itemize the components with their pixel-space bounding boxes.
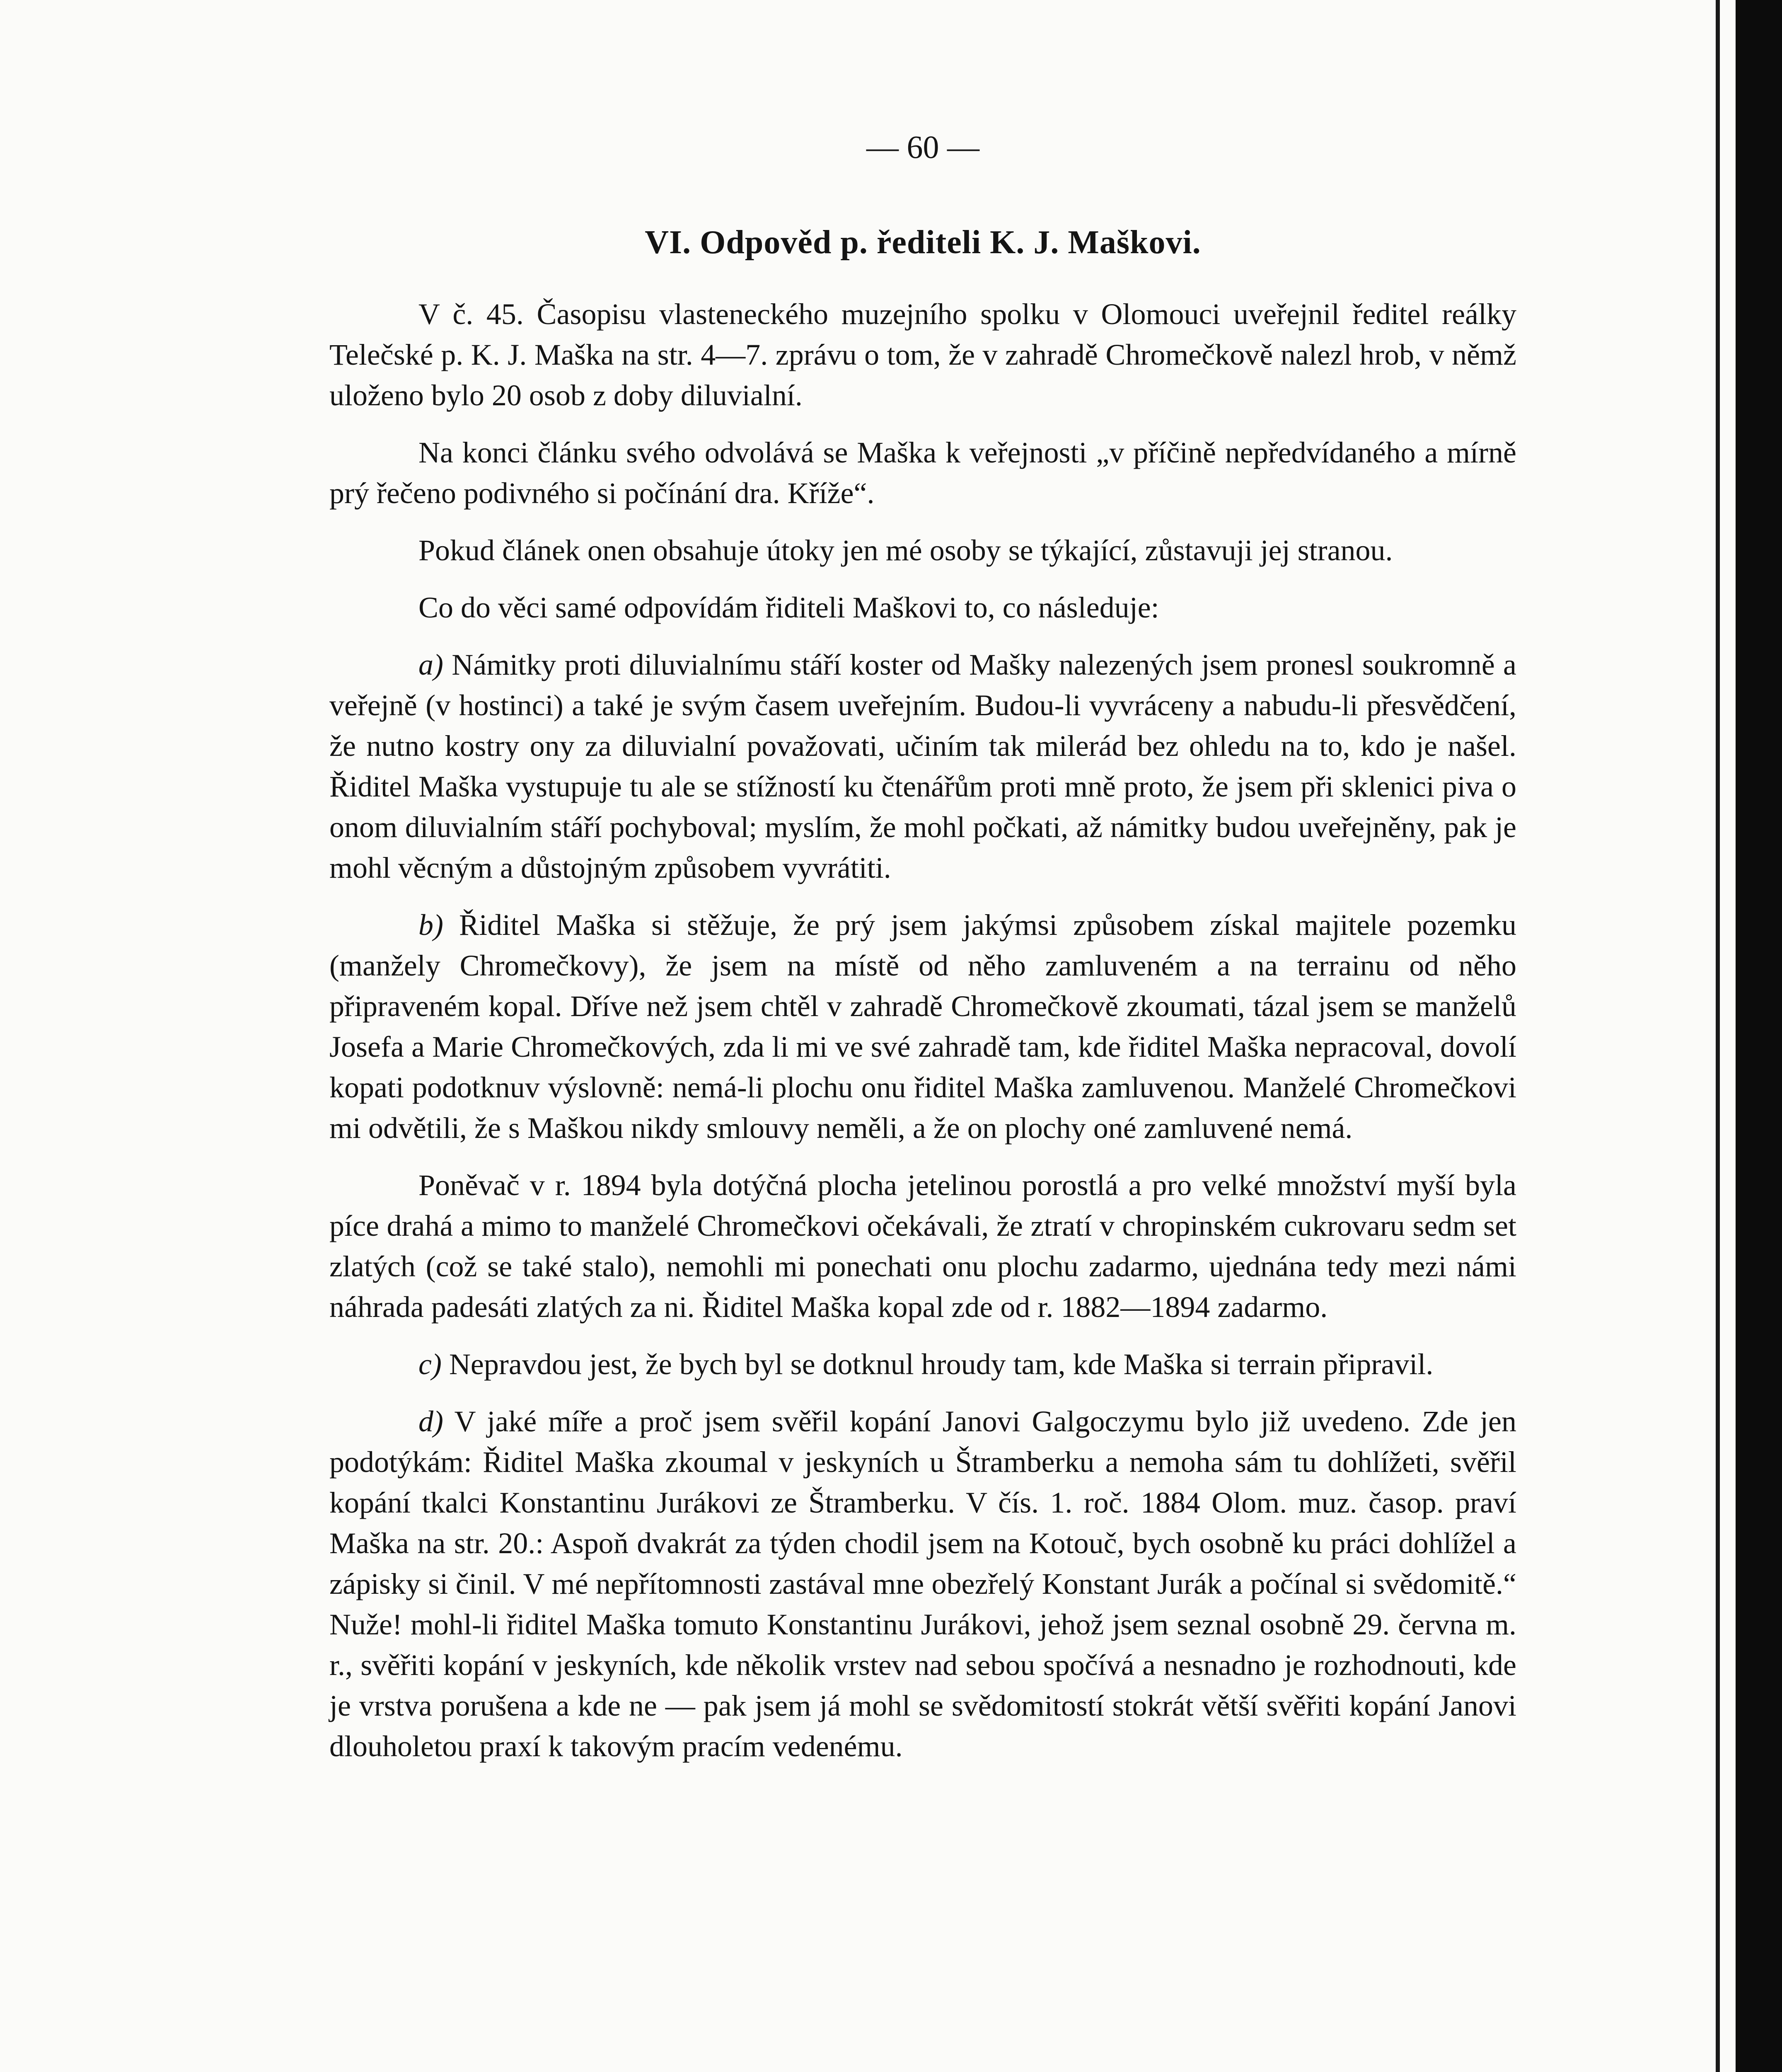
scan-fold-line [1716,0,1720,2072]
paragraph-b-continued [329,1165,1516,1327]
text-block [329,128,1516,1783]
paragraph-label: a) [418,648,443,681]
paragraph-b [329,905,1516,1148]
paragraph-text: Řiditel Maška si stěžuje, že prý jsem jakýmsi způsobem získal majitele pozemku (manžely Chromečkovy), že jsem na místě od něho zamluveném a na terrainu od něho připraveném kopal. Dříve než jsem chtěl v zahradě Chromečkově zkoumati, tázal jsem se manželů Josefa a Marie Chromečkových, zda li mi ve své zahradě tam, kde řiditel Maška nepracoval, dovolí kopati podotknuv výslovně: nemá-li plochu onu řiditel Maška zamluvenou. Manželé Chromečkovi mi odvětili, že s Maškou nikdy smlouvy neměli, a že on plochy oné zamluvené nemá. [329,908,1517,1145]
section-heading: VI. Odpověd p. řediteli K. J. Maškovi. [645,224,1201,261]
paragraph-text: Námitky proti diluvialnímu stáří koster od Mašky nalezených jsem pronesl soukromně a veřejně (v hostinci) a také je svým časem uveřejním. Budou-li vyvráceny a nabudu-li přesvědčení, že nutno kostry ony za diluvialní považovati, učiním tak milerád bez ohledu na to, kdo je našel. Řiditel Maška vystupuje tu ale se stížností ku čtenářům proti mně proto, že jsem při sklenici piva o onom diluvialním stáří pochyboval; myslím, že mohl počkati, až námitky budou uveřejněny, pak je mohl věcným a důstojným způsobem vyvrátiti. [329,648,1516,884]
paragraph-text: Nepravdou jest, že bych byl se dotknul hroudy tam, kde Maška si terrain připravil. [449,1348,1434,1381]
paragraph-text: V jaké míře a proč jsem svěřil kopání Janovi Galgoczymu bylo již uvedeno. Zde jen podotýkám: Řiditel Maška zkoumal v jeskyních u Štramberku a nemoha sám tu dohlížeti, svěřil kopání tkalci Konstantinu Jurákovi ze Štramberku. V čís. 1. roč. 1884 Olom. muz. časop. praví Maška na str. 20.: Aspoň dvakrát za týden chodil jsem na Kotouč, bych osobně ku práci dohlížel a zápisky si činil. V mé nepřítomnosti zastával mne obezřelý Konstant Jurák a počínal si svědomitě.“ Nuže! mohl-li řiditel Maška tomuto Konstantinu Jurákovi, jehož jsem seznal osobně 29. června m. r., svěřiti kopání v jeskyních, kde několik vrstev nad sebou spočívá a nesnadno je rozhodnouti, kde je vrstva porušena a kde ne — pak jsem já mohl se svědomitostí stokrát větší svěřiti kopání Janovi dlouholetou praxí k takovým pracím vedenému. [329,1405,1516,1763]
paragraph-text: Na konci článku svého odvolává se Maška k veřejnosti „v příčině nepředvídaného a mírně prý řečeno podivného si počínání dra. Kříže“. [329,436,1516,510]
paragraph-2 [329,432,1516,513]
paragraph-c [329,1344,1516,1385]
paragraph-a [329,644,1516,888]
paragraph-3 [329,530,1516,571]
page-number: — 60 — [866,129,979,165]
paragraph-text: Pokud článek onen obsahuje útoky jen mé osoby se týkající, zůstavuji jej stranou. [418,534,1393,567]
paragraph-4 [329,587,1516,628]
paragraph-label: d) [418,1405,443,1438]
paragraph-text: V č. 45. Časopisu vlasteneckého muzejního spolku v Olomouci uveřejnil ředitel reálky Telečské p. K. J. Maška na str. 4—7. zprávu o tom, že v zahradě Chromečkově nalezl hrob, v němž uloženo bylo 20 osob z doby diluvialní. [329,298,1516,412]
scan-border-right [1736,0,1782,2072]
paragraph-label: b) [418,908,443,942]
paragraph-label: c) [418,1348,442,1381]
paragraph-1 [329,294,1516,416]
paragraph-d [329,1401,1516,1767]
paragraph-text: Co do věci samé odpovídám řiditeli Maškovi to, co následuje: [418,591,1159,624]
paragraph-text: Poněvač v r. 1894 byla dotýčná plocha jetelinou porostlá a pro velké množství myší byla píce drahá a mimo to manželé Chromečkovi očekávali, že ztratí v chropinském cukrovaru sedm set zlatých (což se také stalo), nemohli mi ponechati onu plochu zadarmo, ujednána tedy mezi námi náhrada padesáti zlatých za ni. Řiditel Maška kopal zde od r. 1882—1894 zadarmo. [329,1169,1516,1324]
